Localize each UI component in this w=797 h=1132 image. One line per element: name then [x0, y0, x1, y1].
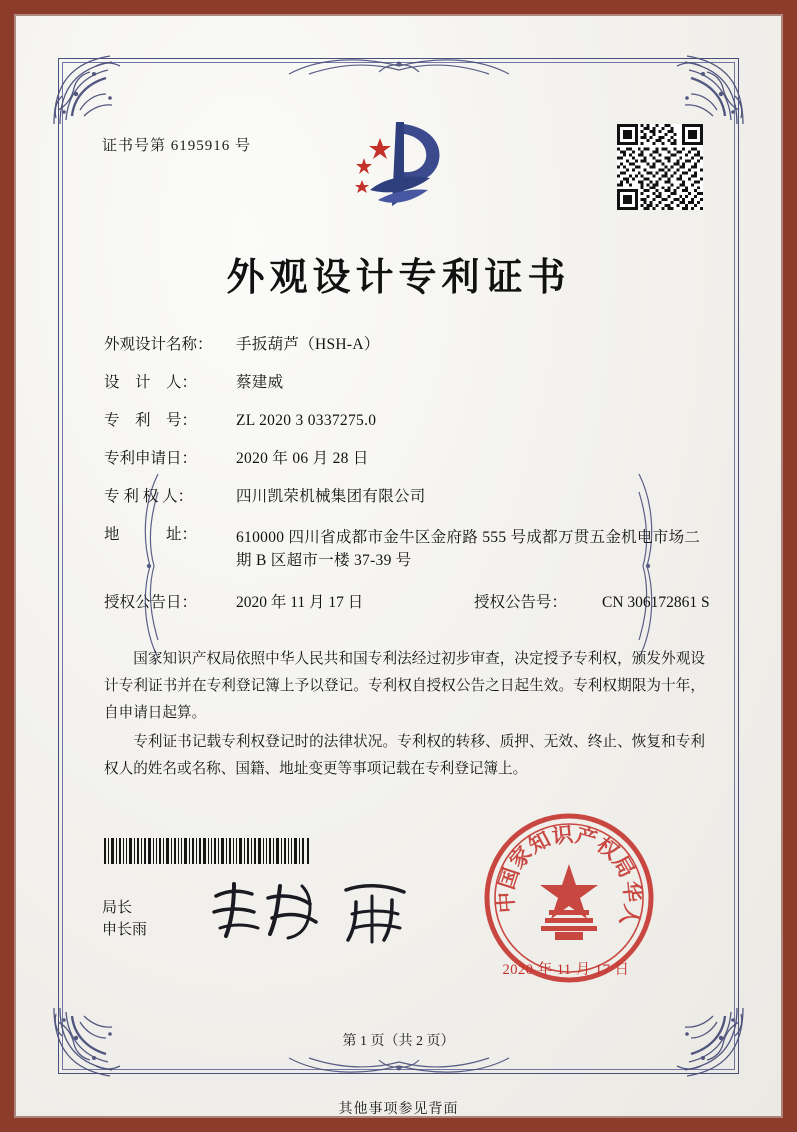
footer-note: 其他事项参见背面 [338, 1102, 459, 1117]
announcement-number-value: CN 306172861 S [602, 593, 710, 611]
svg-text:人: 人 [615, 901, 644, 929]
certificate-number: 证书号第 6195916 号 [102, 138, 252, 154]
field-label: 外观设计名称： [104, 336, 213, 353]
seal-date: 2020 年 11 月 17 日 [502, 962, 630, 978]
field-list [104, 336, 710, 627]
qr-code [617, 124, 703, 210]
certificate-paper [16, 16, 781, 1116]
certificate-content [86, 86, 711, 1056]
field-patentee [104, 488, 703, 505]
svg-text:局: 局 [607, 851, 640, 882]
field-value: 2020 年 06 月 28 日 [236, 450, 369, 468]
field-application-date [104, 450, 703, 467]
barcode [102, 838, 314, 864]
svg-text:知: 知 [524, 826, 555, 858]
field-announcement [104, 593, 710, 611]
field-value: 手扳葫芦（HSH-A） [236, 336, 380, 353]
field-value: 610000 四川省成都市金牛区金府路 555 号成都万贯五金机电市场二期 B 区超市一楼 37-39 号 [236, 529, 701, 570]
field-design-name [104, 336, 703, 353]
field-label: 专利申请日： [104, 450, 198, 468]
svg-text:家: 家 [504, 841, 537, 874]
page-title: 外观设计专利证书 [226, 257, 571, 299]
legal-paragraph-1: 国家知识产权局依照中华人民共和国专利法经过初步审查，决定授予专利权，颁发外观设计专利证书并在专利登记簿上予以登记。专利权自授权公告之日起生效。专利权期限为十年，自申请日起算。 [104, 651, 705, 721]
director-name: 申长雨 [102, 921, 148, 938]
field-value: ZL 2020 3 0337275.0 [236, 412, 377, 430]
director-label: 局长 [102, 900, 133, 916]
svg-text:权: 权 [592, 832, 624, 865]
field-value: 蔡建威 [236, 374, 284, 392]
announcement-date-value: 2020 年 11 月 17 日 [236, 593, 364, 611]
handwritten-signature [206, 876, 446, 946]
svg-text:产: 产 [572, 823, 600, 852]
edge-ornament-bottom [279, 1054, 519, 1080]
svg-text:识: 识 [550, 822, 575, 849]
page-number: 第 1 页（共 2 页） [342, 1034, 455, 1049]
field-label: 专 利 权 人： [104, 488, 194, 506]
announcement-date-label: 授权公告日： [104, 593, 198, 611]
field-address [104, 526, 703, 573]
field-label: 地 址： [104, 526, 198, 544]
announcement-number-label: 授权公告号： [474, 593, 568, 611]
field-value: 四川凯荣机械集团有限公司 [236, 488, 426, 506]
legal-text [104, 646, 705, 785]
legal-paragraph-2: 专利证书记载专利权登记时的法律状况。专利权的转移、质押、无效、终止、恢复和专利权人的姓名或名称、国籍、地址变更等事项记载在专利登记簿上。 [104, 733, 705, 777]
field-patent-number [104, 412, 703, 429]
field-label: 设 计 人： [104, 374, 198, 392]
svg-text:中: 中 [493, 891, 519, 914]
director-block [102, 898, 147, 942]
svg-text:国: 国 [494, 864, 524, 893]
edge-ornament-top [279, 52, 519, 78]
field-label: 专 利 号： [104, 412, 198, 430]
cnipa-logo-icon [334, 114, 464, 214]
field-designer [104, 374, 703, 391]
svg-text:华: 华 [618, 879, 645, 904]
